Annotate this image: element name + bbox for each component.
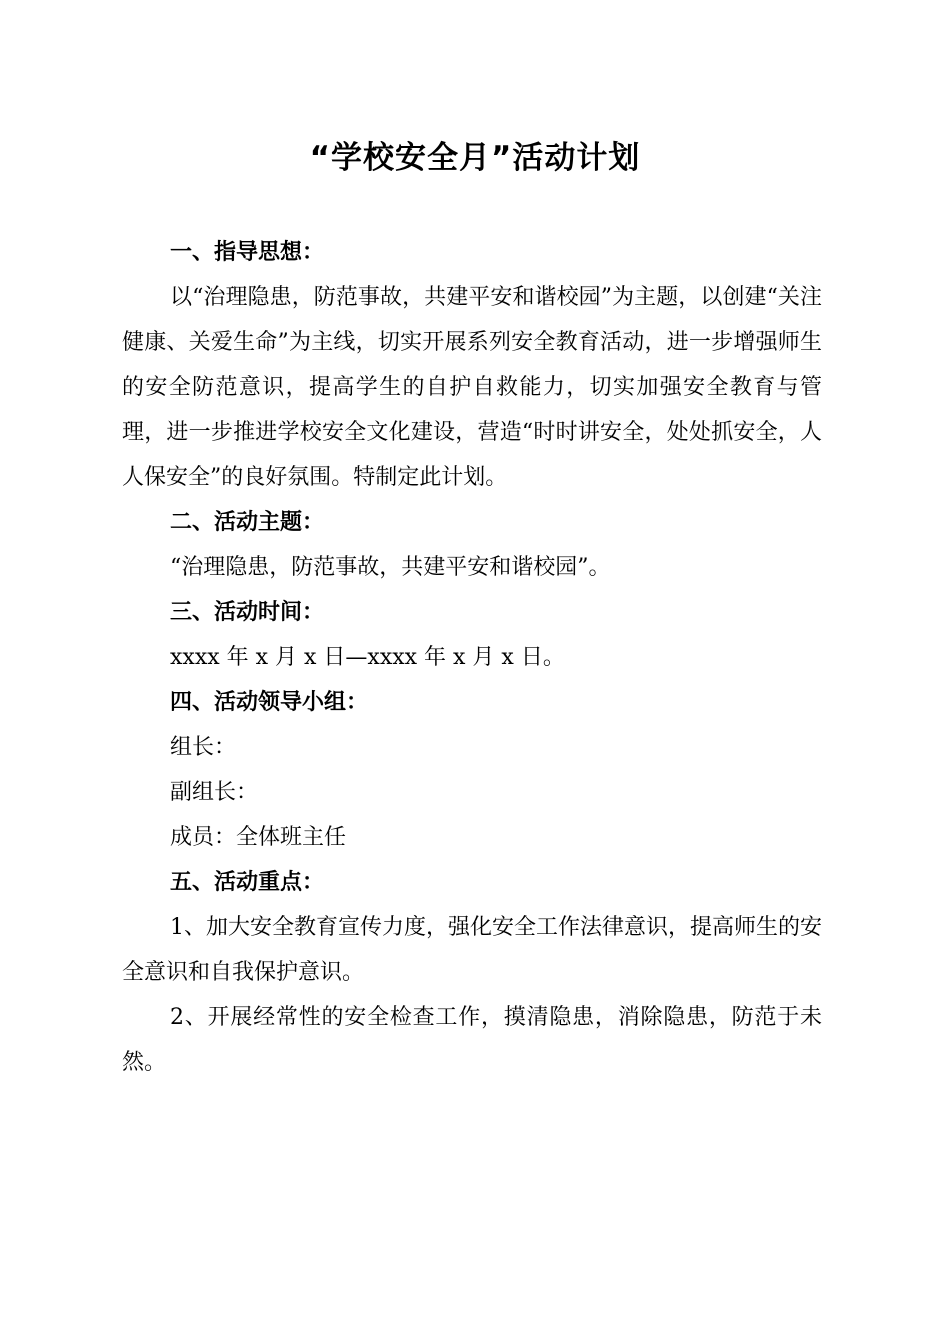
members-line: 成员：全体班主任 [170, 825, 347, 850]
focus-point-2: 2、开展经常性的安全检查工作，摸清隐患，消除隐患，防范于未然。 [122, 1005, 822, 1075]
activity-theme-text: “治理隐患，防范事故，共建平安和谐校园”。 [170, 555, 611, 580]
section-heading-activity-time: 三、活动时间： [170, 600, 325, 625]
guiding-ideology-paragraph: 以“治理隐患，防范事故，共建平安和谐校园”为主题，以创建“关注健康、关爱生命”为主线，切实开展系列安全教育活动，进一步增强师生的安全防范意识，提高学生的自护自救能力，切实加强安全教育与管理，进一步推进学校安全文化建设，营造“时时讲安全，处处抓安全，人人保安全”的良好氛围。特制定此计划。 [122, 285, 822, 490]
section-heading-guiding-ideology: 一、指导思想： [170, 240, 325, 265]
deputy-leader-line: 副组长： [170, 780, 259, 805]
group-leader-line: 组长： [170, 735, 237, 760]
section-heading-activity-theme: 二、活动主题： [170, 510, 325, 535]
focus-point-1: 1、加大安全教育宣传力度，强化安全工作法律意识，提高师生的安全意识和自我保护意识。 [122, 915, 822, 985]
activity-time-text: xxxx 年 x 月 x 日—xxxx 年 x 月 x 日。 [170, 645, 565, 670]
section-heading-leadership-group: 四、活动领导小组： [170, 690, 369, 715]
document-title: “学校安全月”活动计划 [309, 140, 641, 176]
document-body [122, 230, 822, 1085]
section-heading-activity-focus: 五、活动重点： [170, 870, 325, 895]
